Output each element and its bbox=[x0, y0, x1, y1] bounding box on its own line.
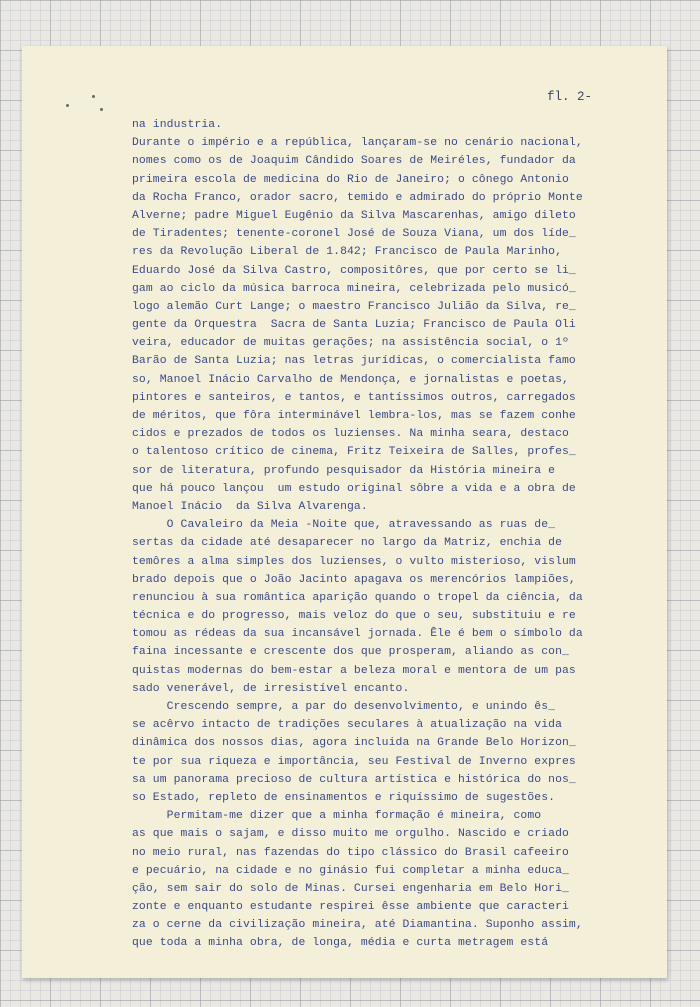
text-line: sor de literatura, profundo pesquisador da História mineira e bbox=[132, 464, 556, 477]
text-line: sertas da cidade até desaparecer no largo da Matriz, enchia de bbox=[132, 537, 563, 550]
text-line: veira, educador de muitas gerações; na assistência social, o 1º bbox=[132, 337, 569, 350]
text-line: Crescendo sempre, a par do desenvolvimento, e unindo ês_ bbox=[132, 701, 556, 713]
text-line: da Rocha Franco, orador sacro, temido e admirado do próprio Monte bbox=[132, 191, 583, 204]
text-line: pintores e santeiros, e tantos, e tantíssimos outros, carregados bbox=[132, 391, 576, 404]
text-line: zonte e enquanto estudante respirei êsse ambiente que caracteri bbox=[132, 901, 569, 914]
paper-sheet bbox=[22, 46, 667, 978]
text-line: que há pouco lançou um estudo original sôbre a vida e a obra de bbox=[132, 482, 576, 495]
punch-hole-mark bbox=[92, 95, 95, 98]
text-line: res da Revolução Liberal de 1.842; Francisco de Paula Marinho, bbox=[132, 246, 563, 259]
text-line: Durante o império e a república, lançaram-se no cenário nacional, bbox=[132, 137, 583, 150]
text-line: gente da Orquestra Sacra de Santa Luzia; Francisco de Paula Oli bbox=[132, 319, 576, 332]
text-line: no meio rural, nas fazendas do tipo clássico do Brasil cafeeiro bbox=[132, 846, 569, 859]
text-line: renunciou à sua romântica aparição quando o tropel da ciência, da bbox=[132, 591, 583, 604]
text-line: faina incessante e crescente dos que prosperam, aliando as con_ bbox=[132, 646, 569, 659]
text-line: te por sua riqueza e importância, seu Festival de Inverno expres bbox=[132, 755, 576, 768]
text-line: de Tiradentes; tenente-coronel José de Souza Viana, um dos líde_ bbox=[132, 228, 576, 241]
text-line: Alverne; padre Miguel Eugênio da Silva Mascarenhas, amigo dileto bbox=[132, 209, 576, 222]
text-line: técnica e do progresso, mais veloz do que o seu, substituiu e re bbox=[132, 610, 576, 623]
text-line: e pecuário, na cidade e no ginásio fui completar a minha educa_ bbox=[132, 864, 569, 877]
text-line: ção, sem sair do solo de Minas. Cursei engenharia em Belo Hori_ bbox=[132, 882, 569, 895]
text-line: sado venerável, de irresistível encanto. bbox=[132, 682, 410, 695]
text-line: logo alemão Curt Lange; o maestro Francisco Julião da Silva, re_ bbox=[132, 300, 576, 313]
text-line: que toda a minha obra, de longa, média e curta metragem está bbox=[132, 937, 549, 950]
text-line: o talentoso crítico de cinema, Fritz Teixeira de Salles, profes_ bbox=[132, 446, 576, 459]
typewritten-body bbox=[132, 116, 632, 953]
text-line: as que mais o sajam, e disso muito me orgulho. Nascido e criado bbox=[132, 828, 569, 841]
text-line: cidos e prezados de todos os luzienses. Na minha seara, destaco bbox=[132, 428, 569, 441]
text-line: quistas modernas do bem-estar a beleza moral e mentora de um pas bbox=[132, 664, 576, 677]
text-line: brado depois que o João Jacinto apagava os merencórios lampiões, bbox=[132, 573, 576, 586]
punch-hole-mark bbox=[100, 108, 103, 111]
text-line: so Estado, repleto de ensinamentos e riquíssimo de sugestões. bbox=[132, 791, 556, 804]
text-line: de méritos, que fôra interminável lembra-los, mas se fazem conhe bbox=[132, 410, 576, 422]
text-line: za o cerne da civilização mineira, até Diamantina. Suponho assim, bbox=[132, 919, 583, 932]
page-number: fl. 2- bbox=[547, 90, 593, 104]
text-line: temôres a alma simples dos luzienses, o vulto misterioso, vislum bbox=[132, 555, 576, 568]
text-line: se acêrvo intacto de tradições seculares à atualização na vida bbox=[132, 719, 563, 732]
text-line: Permitam-me dizer que a minha formação é mineira, como bbox=[132, 810, 542, 823]
text-line: Eduardo José da Silva Castro, compositôres, que por certo se li_ bbox=[132, 264, 576, 277]
text-line: primeira escola de medicina do Rio de Janeiro; o cônego Antonio bbox=[132, 173, 569, 186]
text-line: nomes como os de Joaquim Cândido Soares de Meiréles, fundador da bbox=[132, 155, 576, 168]
text-line: Manoel Inácio da Silva Alvarenga. bbox=[132, 500, 368, 513]
text-line: so, Manoel Inácio Carvalho de Mendonça, e jornalistas e poetas, bbox=[132, 373, 569, 386]
text-line: gam ao ciclo da música barroca mineira, celebrizada pelo musicó_ bbox=[132, 282, 576, 295]
text-line: dinâmica dos nossos dias, agora incluida na Grande Belo Horizon_ bbox=[132, 737, 576, 750]
text-line: sa um panorama precioso de cultura artística e histórica do nos_ bbox=[132, 773, 576, 786]
text-line: tomou as rédeas da sua incansável jornada. Êle é bem o símbolo da bbox=[132, 628, 583, 641]
text-line: O Cavaleiro da Meia -Noite que, atravessando as ruas de_ bbox=[132, 519, 556, 532]
text-line: Barão de Santa Luzia; nas letras jurídicas, o comercialista famo bbox=[132, 355, 576, 368]
punch-hole-mark bbox=[66, 104, 69, 107]
text-line: na industria. bbox=[132, 119, 223, 131]
